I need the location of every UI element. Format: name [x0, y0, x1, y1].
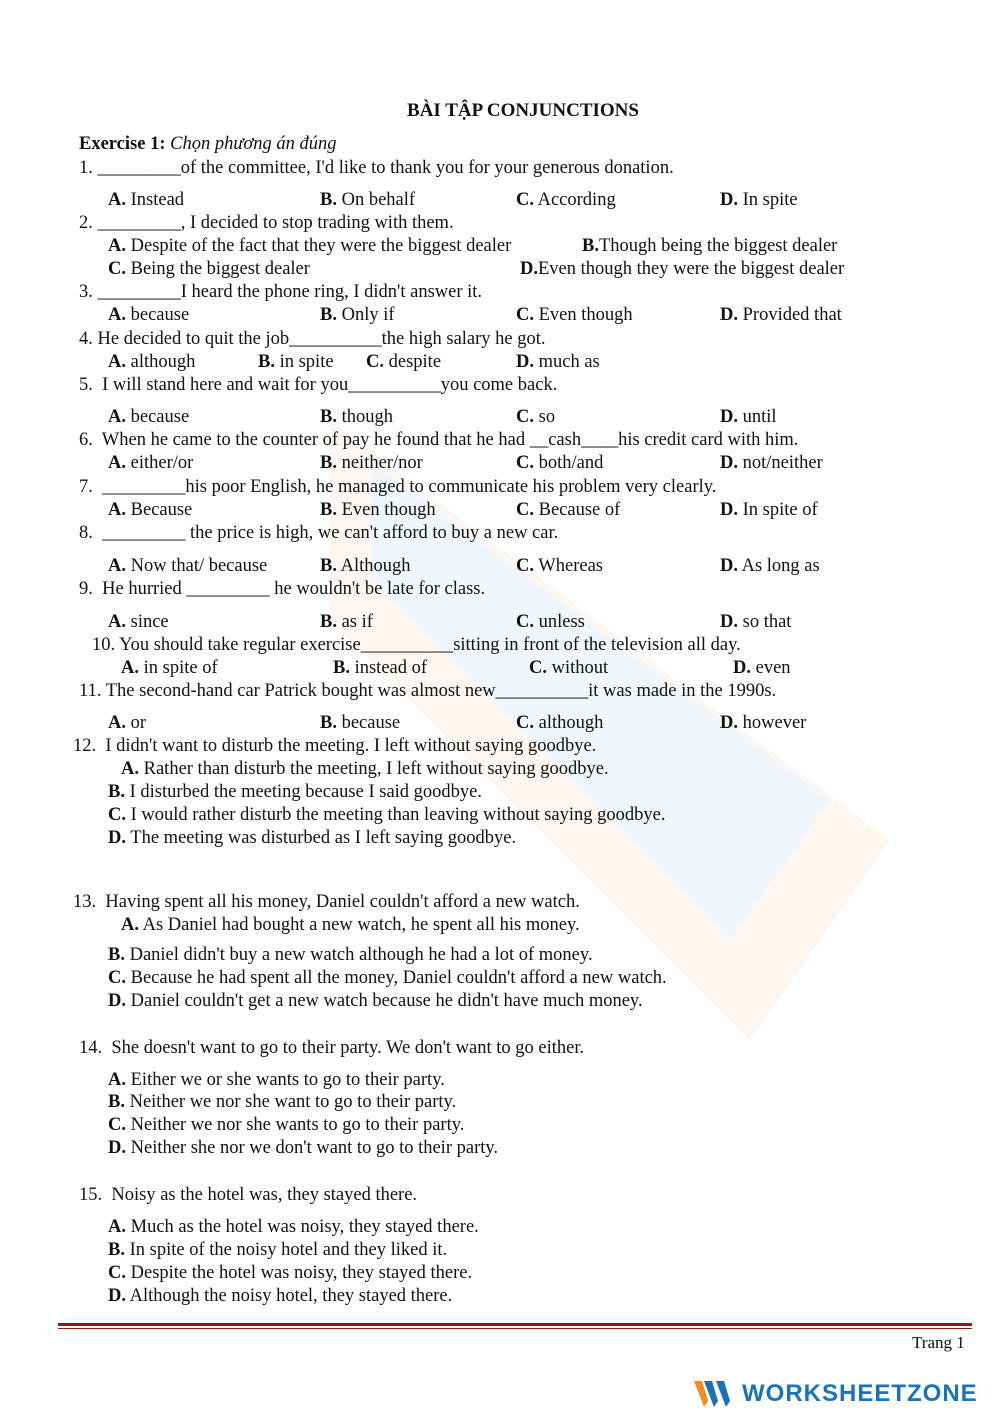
- question-5-stem: 5. I will stand here and wait for you__________you come back.: [79, 375, 558, 395]
- question-13-option-d[interactable]: D. Daniel couldn't get a new watch because he didn't have much money.: [108, 991, 643, 1011]
- page-number: Trang 1: [912, 1333, 965, 1352]
- question-13-option-c[interactable]: C. Because he had spent all the money, Daniel couldn't afford a new watch.: [108, 968, 667, 988]
- question-3-option-c[interactable]: C. Even though: [516, 305, 633, 325]
- exercise-instruction: Chọn phương án đúng: [170, 134, 337, 154]
- question-1-option-b[interactable]: B. On behalf: [320, 190, 416, 210]
- question-7-option-c[interactable]: C. Because of: [516, 500, 621, 520]
- question-14-option-b[interactable]: B. Neither we nor she want to go to their party.: [108, 1092, 457, 1112]
- question-15-option-c[interactable]: C. Despite the hotel was noisy, they stayed there.: [108, 1263, 473, 1283]
- question-12-option-b[interactable]: B. I disturbed the meeting because I said goodbye.: [108, 782, 483, 802]
- question-7-stem: 7. _________his poor English, he managed to communicate his problem very clearly.: [79, 477, 717, 497]
- question-7-option-a[interactable]: A. Because: [108, 500, 193, 520]
- question-14-stem: 14. She doesn't want to go to their party. We don't want to go either.: [79, 1038, 585, 1058]
- question-1-option-c[interactable]: C. According: [516, 190, 616, 210]
- question-12-option-a[interactable]: A. Rather than disturb the meeting, I left without saying goodbye.: [121, 759, 609, 779]
- question-6-stem: 6. When he came to the counter of pay he found that he had __cash____his credit card with him.: [79, 430, 799, 450]
- question-3-option-b[interactable]: B. Only if: [320, 305, 395, 325]
- question-5-option-a[interactable]: A. because: [108, 407, 190, 427]
- w-logo-icon: [694, 1379, 734, 1409]
- question-11-option-a[interactable]: A. or: [108, 713, 147, 733]
- brand-name: WORKSHEETZONE: [742, 1380, 978, 1407]
- exercise-heading: [79, 133, 337, 155]
- question-10-option-c[interactable]: C. without: [529, 658, 609, 678]
- question-3-option-a[interactable]: A. because: [108, 305, 190, 325]
- footer-rule-thick: [58, 1323, 972, 1326]
- question-7-option-d[interactable]: D. In spite of: [720, 500, 818, 520]
- question-6-option-a[interactable]: A. either/or: [108, 453, 194, 473]
- question-7-option-b[interactable]: B. Even though: [320, 500, 436, 520]
- question-15-option-b[interactable]: B. In spite of the noisy hotel and they liked it.: [108, 1240, 448, 1260]
- question-6-option-d[interactable]: D. not/neither: [720, 453, 823, 473]
- question-2-option-b[interactable]: B.Though being the biggest dealer: [582, 236, 838, 256]
- question-9-option-c[interactable]: C. unless: [516, 612, 585, 632]
- question-8-option-d[interactable]: D. As long as: [720, 556, 820, 576]
- exercise-label: Exercise 1:: [79, 134, 166, 154]
- question-9-option-a[interactable]: A. since: [108, 612, 169, 632]
- question-9-option-d[interactable]: D. so that: [720, 612, 792, 632]
- question-2-stem: 2. _________, I decided to stop trading with them.: [79, 213, 454, 233]
- question-4-option-b[interactable]: B. in spite: [258, 352, 334, 372]
- question-13-option-b[interactable]: B. Daniel didn't buy a new watch although he had a lot of money.: [108, 945, 593, 965]
- question-14-option-c[interactable]: C. Neither we nor she wants to go to their party.: [108, 1115, 465, 1135]
- question-8-option-b[interactable]: B. Although: [320, 556, 411, 576]
- question-12-option-c[interactable]: C. I would rather disturb the meeting than leaving without saying goodbye.: [108, 805, 666, 825]
- question-10-stem: 10. You should take regular exercise__________sitting in front of the television all day.: [92, 635, 741, 655]
- question-9-option-b[interactable]: B. as if: [320, 612, 373, 632]
- page-title: BÀI TẬP CONJUNCTIONS: [407, 100, 639, 121]
- worksheetzone-logo[interactable]: [692, 1375, 1000, 1413]
- question-2-option-d[interactable]: D.Even though they were the biggest dealer: [520, 259, 845, 279]
- question-11-option-c[interactable]: C. although: [516, 713, 604, 733]
- question-4-stem: 4. He decided to quit the job__________the high salary he got.: [79, 329, 546, 349]
- question-13-stem: 13. Having spent all his money, Daniel couldn't afford a new watch.: [73, 892, 580, 912]
- question-5-option-b[interactable]: B. though: [320, 407, 393, 427]
- question-15-stem: 15. Noisy as the hotel was, they stayed there.: [79, 1185, 418, 1205]
- question-8-option-a[interactable]: A. Now that/ because: [108, 556, 268, 576]
- question-8-stem: 8. _________ the price is high, we can't afford to buy a new car.: [79, 523, 559, 543]
- question-10-option-a[interactable]: A. in spite of: [121, 658, 218, 678]
- question-4-option-a[interactable]: A. although: [108, 352, 196, 372]
- question-1-stem: 1. _________of the committee, I'd like to thank you for your generous donation.: [79, 158, 674, 178]
- question-4-option-c[interactable]: C. despite: [366, 352, 442, 372]
- question-1-option-a[interactable]: A. Instead: [108, 190, 185, 210]
- question-13-option-a[interactable]: A. As Daniel had bought a new watch, he spent all his money.: [121, 915, 580, 935]
- question-14-option-a[interactable]: A. Either we or she wants to go to their party.: [108, 1070, 445, 1090]
- question-10-option-b[interactable]: B. instead of: [333, 658, 428, 678]
- question-8-option-c[interactable]: C. Whereas: [516, 556, 604, 576]
- question-11-option-b[interactable]: B. because: [320, 713, 401, 733]
- question-1-option-d[interactable]: D. In spite: [720, 190, 798, 210]
- question-9-stem: 9. He hurried _________ he wouldn't be late for class.: [79, 579, 486, 599]
- question-10-option-d[interactable]: D. even: [733, 658, 791, 678]
- question-14-option-d[interactable]: D. Neither she nor we don't want to go to their party.: [108, 1138, 499, 1158]
- question-5-option-c[interactable]: C. so: [516, 407, 556, 427]
- question-6-option-b[interactable]: B. neither/nor: [320, 453, 423, 473]
- footer-rule-thin: [58, 1328, 972, 1329]
- question-3-stem: 3. _________I heard the phone ring, I didn't answer it.: [79, 282, 483, 302]
- question-12-stem: 12. I didn't want to disturb the meeting. I left without saying goodbye.: [73, 736, 597, 756]
- question-15-option-a[interactable]: A. Much as the hotel was noisy, they stayed there.: [108, 1217, 479, 1237]
- question-12-option-d[interactable]: D. The meeting was disturbed as I left saying goodbye.: [108, 828, 517, 848]
- question-4-option-d[interactable]: D. much as: [516, 352, 600, 372]
- question-2-option-c[interactable]: C. Being the biggest dealer: [108, 259, 310, 279]
- question-11-stem: 11. The second-hand car Patrick bought was almost new__________it was made in the 1990s.: [79, 681, 777, 701]
- question-2-option-a[interactable]: A. Despite of the fact that they were the biggest dealer: [108, 236, 512, 256]
- question-11-option-d[interactable]: D. however: [720, 713, 807, 733]
- question-15-option-d[interactable]: D. Although the noisy hotel, they stayed there.: [108, 1286, 453, 1306]
- question-6-option-c[interactable]: C. both/and: [516, 453, 604, 473]
- question-3-option-d[interactable]: D. Provided that: [720, 305, 842, 325]
- question-5-option-d[interactable]: D. until: [720, 407, 777, 427]
